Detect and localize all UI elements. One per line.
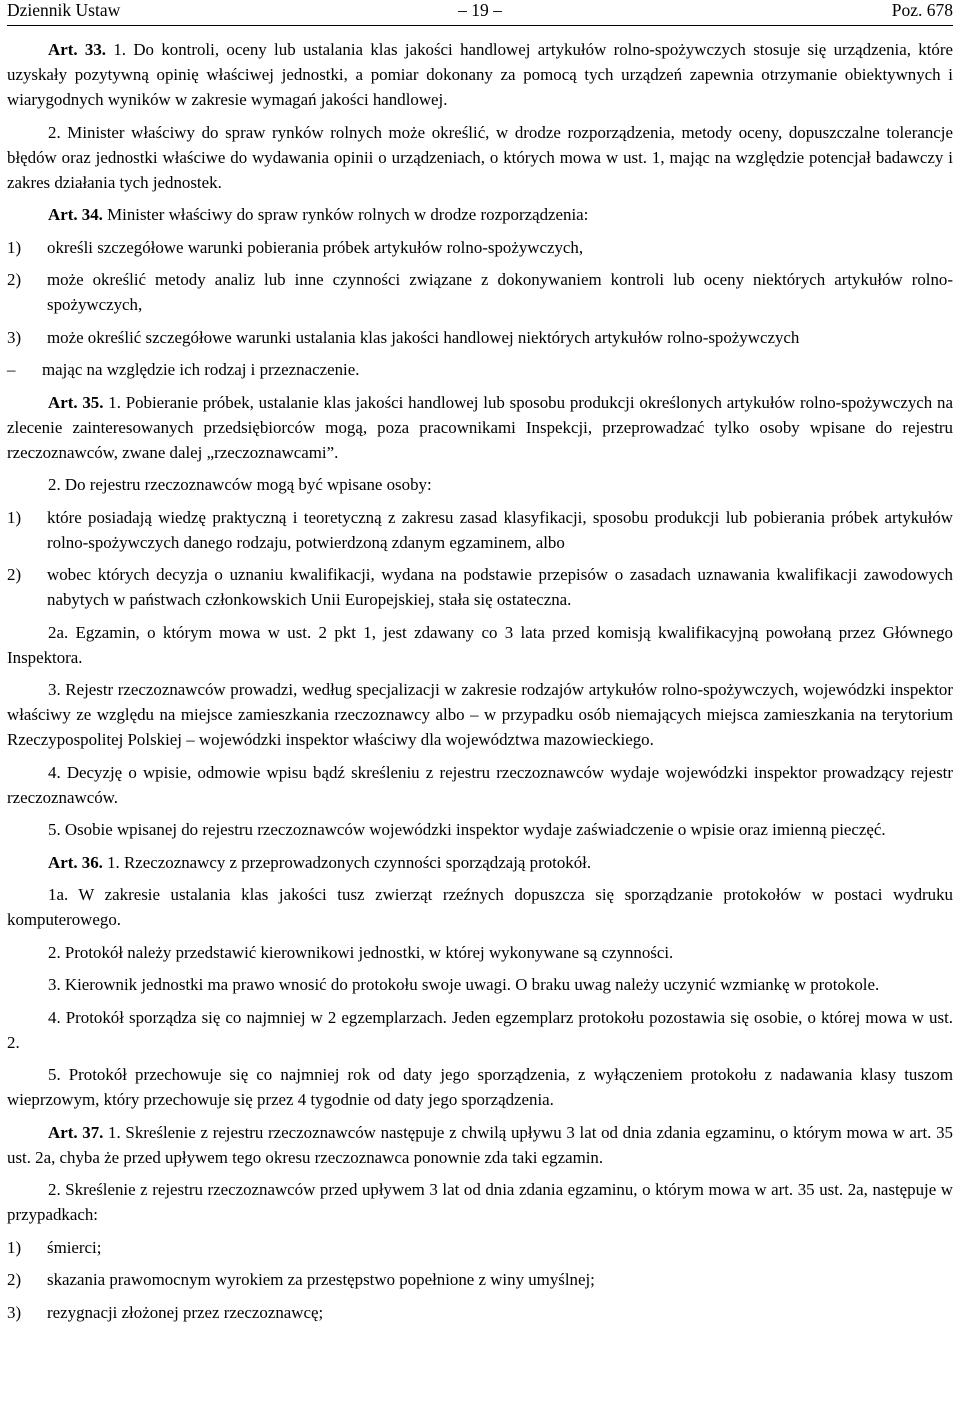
art-37-ust-2-pkt-1 bbox=[7, 1235, 953, 1260]
paragraph-text: 2a. Egzamin, o którym mowa w ust. 2 pkt 1, jest zdawany co 3 lata przed komisją kwalifikacyjną powołaną przez Głównego Inspektora. bbox=[7, 622, 953, 667]
paragraph-text: 3. Kierownik jednostki ma prawo wnosić do protokołu swoje uwagi. O braku uwag należy uczynić wzmiankę w protokole. bbox=[48, 975, 880, 994]
list-text: wobec których decyzja o uznaniu kwalifikacji, wydana na podstawie przepisów o zasadach uznawania kwalifikacji zawodowych nabytych w państwach członkowskich Unii Europejskiej, stała się ostateczna. bbox=[47, 565, 953, 609]
article-label: Art. 35. bbox=[48, 392, 104, 412]
list-text: śmierci; bbox=[47, 1237, 102, 1257]
paragraph-text: 2. Skreślenie z rejestru rzeczoznawców przed upływem 3 lat od dnia zdania egzaminu, o którym mowa w art. 35 ust. 2a, następuje w przypadkach: bbox=[7, 1180, 953, 1224]
list-text: rezygnacji złożonej przez rzeczoznawcę; bbox=[47, 1302, 324, 1322]
paragraph-text: 1a. W zakresie ustalania klas jakości tusz zwierząt rzeźnych dopuszcza się sporządzanie protokołów w postaci wydruku komputerowego. bbox=[7, 885, 953, 929]
paragraph-text: 1. Skreślenie z rejestru rzeczoznawców następuje z chwilą upływu 3 lat od dnia zdania egzaminu, o którym mowa w art. 35 ust. 2a, chyba że przed upływem tego okresu rzeczoznawca ponownie zda taki egzamin. bbox=[7, 1122, 953, 1167]
art-36-ust-4 bbox=[7, 1005, 953, 1055]
art-36-ust-2 bbox=[7, 940, 953, 965]
paragraph-text: 2. Do rejestru rzeczoznawców mogą być wpisane osoby: bbox=[48, 475, 432, 494]
article-label: Art. 34. bbox=[48, 205, 103, 224]
art-36-ust-3 bbox=[7, 972, 953, 997]
art-33-ust-2 bbox=[7, 120, 953, 195]
list-number: 2) bbox=[7, 565, 22, 584]
article-label: Art. 36. bbox=[48, 852, 103, 872]
art-37-ust-2-pkt-3 bbox=[7, 1300, 953, 1325]
art-34-pkt-2 bbox=[7, 267, 953, 317]
list-number: 1) bbox=[7, 1237, 22, 1257]
list-number: 2) bbox=[7, 270, 22, 289]
list-text: może określić szczegółowe warunki ustalania klas jakości handlowej niektórych artykułów rolno-spożywczych bbox=[47, 327, 800, 347]
paragraph-text: 1. Do kontroli, oceny lub ustalania klas jakości handlowej artykułów rolno-spożywczych stosuje się urządzenia, które uzyskały pozytywną opinię właściwej jednostki, a pomiar dokonany za pomocą tych urządzeń zapewnia otrzymanie obiektywnych i wiarygodnych wyników w zakresie wymagań jakości handlowej. bbox=[7, 40, 953, 109]
list-number: 3) bbox=[7, 327, 22, 347]
paragraph-text: 1. Pobieranie próbek, ustalanie klas jakości handlowej lub sposobu produkcji określonych artykułów rolno-spożywczych na zlecenie zainteresowanych przedsiębiorców mogą, poza pracownikami Inspekcji, przeprowadzać tylko osoby wpisane do rejestru rzeczoznawców, zwane dalej „rzeczoznawcami”. bbox=[7, 392, 953, 462]
list-number: 2) bbox=[7, 1270, 22, 1289]
closing-dash: – bbox=[7, 360, 16, 379]
list-text: może określić metody analiz lub inne czynności związane z dokonywaniem kontroli lub oceny niektórych artykułów rolno-spożywczych, bbox=[47, 270, 953, 314]
page-header bbox=[7, 0, 953, 26]
art-35-ust-1 bbox=[7, 390, 953, 465]
list-number: 1) bbox=[7, 237, 22, 257]
list-number: 3) bbox=[7, 1302, 22, 1322]
journal-title: Dziennik Ustaw bbox=[7, 0, 121, 20]
art-36-ust-5 bbox=[7, 1062, 953, 1112]
art-36-ust-1a bbox=[7, 882, 953, 932]
paragraph-text: mając na względzie ich rodzaj i przeznaczenie. bbox=[42, 360, 360, 379]
paragraph-text: 3. Rejestr rzeczoznawców prowadzi, według specjalizacji w zakresie rodzajów artykułów rolno-spożywczych, wojewódzki inspektor właściwy ze względu na miejsce zamieszkania rzeczoznawcy albo – w przypadku osób niemających miejsca zamieszkania na terytorium Rzeczypospolitej Polskiej – wojewódzki inspektor właściwy dla województwa mazowieckiego. bbox=[7, 680, 953, 749]
position-number: Poz. 678 bbox=[891, 0, 953, 20]
art-33-ust-1 bbox=[7, 37, 953, 112]
art-34-pkt-3 bbox=[7, 325, 953, 350]
paragraph-text: Minister właściwy do spraw rynków rolnych w drodze rozporządzenia: bbox=[102, 205, 589, 224]
art-35-ust-2 bbox=[7, 472, 953, 497]
art-35-ust-5 bbox=[7, 817, 953, 842]
paragraph-text: 5. Protokół przechowuje się co najmniej rok od daty jego sporządzenia, z wyłączeniem protokołu z nadawania klasy tuszom wieprzowym, który przechowuje się przez 4 tygodnie od daty jego sporządzenia. bbox=[7, 1065, 953, 1109]
paragraph-text: 5. Osobie wpisanej do rejestru rzeczoznawców wojewódzki inspektor wydaje zaświadczenie o wpisie oraz imienną pieczęć. bbox=[48, 820, 886, 839]
paragraph-text: 1. Rzeczoznawcy z przeprowadzonych czynności sporządzają protokół. bbox=[102, 852, 592, 872]
art-37-ust-2 bbox=[7, 1177, 953, 1227]
art-35-ust-2-pkt-1 bbox=[7, 505, 953, 555]
list-text: określi szczegółowe warunki pobierania próbek artykułów rolno-spożywczych, bbox=[47, 237, 584, 257]
page-number: – 19 – bbox=[458, 0, 502, 20]
art-36-ust-1 bbox=[7, 850, 953, 875]
paragraph-text: 4. Decyzję o wpisie, odmowie wpisu bądź skreśleniu z rejestru rzeczoznawców wydaje wojewódzki inspektor prowadzący rejestr rzeczoznawców. bbox=[7, 762, 953, 807]
art-34-closing bbox=[7, 357, 953, 382]
art-35-ust-3 bbox=[7, 677, 953, 752]
art-35-ust-2-pkt-2 bbox=[7, 562, 953, 612]
paragraph-text: 2. Protokół należy przedstawić kierownikowi jednostki, w której wykonywane są czynności. bbox=[48, 942, 674, 962]
art-34 bbox=[7, 202, 953, 227]
list-text: skazania prawomocnym wyrokiem za przestępstwo popełnione z winy umyślnej; bbox=[47, 1270, 595, 1289]
paragraph-text: 4. Protokół sporządza się co najmniej w 2 egzemplarzach. Jeden egzemplarz protokołu pozostawia się osobie, o której mowa w ust. 2. bbox=[7, 1007, 953, 1052]
article-label: Art. 33. bbox=[48, 40, 106, 59]
document-body bbox=[7, 37, 953, 1332]
art-34-pkt-1 bbox=[7, 235, 953, 260]
list-number: 1) bbox=[7, 507, 22, 527]
art-37-ust-1 bbox=[7, 1120, 953, 1170]
article-label: Art. 37. bbox=[48, 1122, 104, 1142]
art-37-ust-2-pkt-2 bbox=[7, 1267, 953, 1292]
art-35-ust-2a bbox=[7, 620, 953, 670]
list-text: które posiadają wiedzę praktyczną i teoretyczną z zakresu zasad klasyfikacji, sposobu produkcji lub pobierania próbek artykułów rolno-spożywczych danego rodzaju, potwierdzoną zdanym egzaminem, albo bbox=[47, 507, 953, 552]
paragraph-text: 2. Minister właściwy do spraw rynków rolnych może określić, w drodze rozporządzenia, metody oceny, dopuszczalne tolerancje błędów oraz jednostki właściwe do wydawania opinii o urządzeniach, o których mowa w ust. 1, mając na względzie potencjał badawczy i zakres działania tych jednostek. bbox=[7, 122, 953, 192]
art-35-ust-4 bbox=[7, 760, 953, 810]
